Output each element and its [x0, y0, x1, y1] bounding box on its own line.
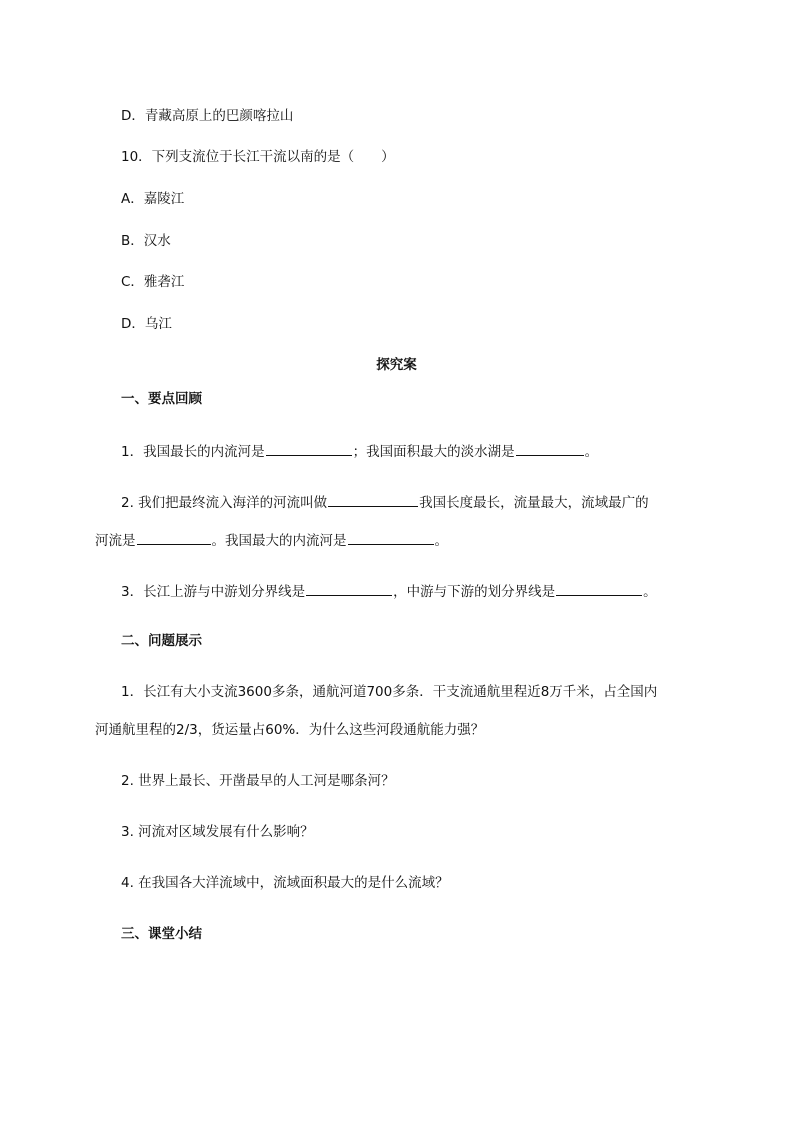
review-question-3 [121, 581, 657, 601]
review-q3-text-1: 3．长江上游与中游划分界线是 [121, 584, 306, 600]
part3-heading: 三、课堂小结 [121, 926, 202, 942]
problem-4: 4. 在我国各大洋流域中，流域面积最大的是什么流域？ [121, 875, 449, 891]
answer-blank[interactable] [266, 441, 352, 456]
section-title: 探究案 [376, 357, 417, 373]
problem-2: 2. 世界上最长、开凿最早的人工河是哪条河？ [121, 773, 395, 789]
part2-heading: 二、问题展示 [121, 633, 202, 649]
problem-1-line2: 河通航里程的2/3，货运量占60%．为什么这些河段通航能力强？ [95, 722, 485, 738]
review-q1-text-3: 。 [584, 444, 599, 460]
review-q3-text-2: ，中游与下游的划分界线是 [393, 584, 556, 600]
question-10-option-c: C．雅砻江 [121, 274, 185, 290]
review-q1-text-2: ；我国面积最大的淡水湖是 [352, 444, 515, 460]
review-q3-text-3: 。 [643, 584, 657, 600]
question-10-stem: 10．下列支流位于长江干流以南的是（ ） [121, 149, 395, 165]
review-question-2-line2 [95, 530, 448, 550]
question-10-option-a: A．嘉陵江 [121, 191, 185, 207]
answer-blank[interactable] [516, 441, 584, 456]
review-q2-text-2: 我国长度最长，流量最大，流域最广的 [419, 495, 649, 511]
answer-blank[interactable] [306, 581, 392, 596]
review-question-2-line1 [121, 492, 649, 512]
answer-blank[interactable] [328, 492, 418, 507]
question-10-option-b: B．汉水 [121, 233, 171, 249]
answer-blank[interactable] [348, 530, 434, 545]
review-q2-text-1: 2. 我们把最终流入海洋的河流叫做 [121, 495, 328, 511]
answer-blank[interactable] [137, 530, 211, 545]
part1-heading: 一、要点回顾 [121, 391, 202, 407]
problem-3: 3. 河流对区域发展有什么影响？ [121, 824, 314, 840]
review-q1-text-1: 1．我国最长的内流河是 [121, 444, 265, 460]
review-question-1 [121, 441, 598, 461]
problem-1-line1: 1．长江有大小支流3600多条，通航河道700多条．干支流通航里程近8万千米，占全国内 [121, 684, 658, 700]
option-d-prev: D．青藏高原上的巴颜喀拉山 [121, 108, 294, 124]
review-q2-text-4: 。我国最大的内流河是 [211, 533, 347, 549]
question-10-option-d: D．乌江 [121, 316, 172, 332]
review-q2-text-3: 河流是 [95, 533, 136, 549]
review-q2-text-5: 。 [434, 533, 448, 549]
answer-blank[interactable] [556, 581, 642, 596]
